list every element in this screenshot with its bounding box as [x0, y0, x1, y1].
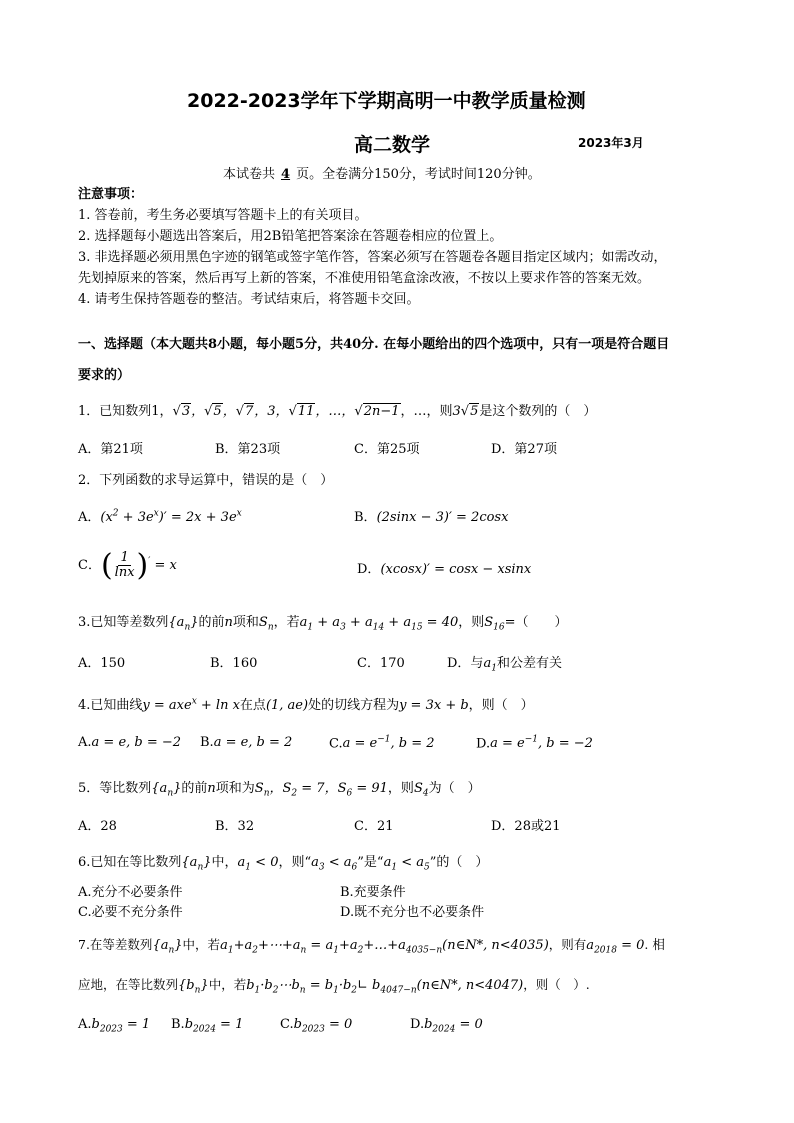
q7-option-a: $A.b_{2023} = 1$: [78, 1017, 151, 1035]
note-item: 1. 答卷前，考生务必要填写答题卡上的有关项目。: [78, 208, 368, 223]
note-item: 4. 请考生保持答题卷的整洁。考试结束后，将答题卡交回。: [78, 292, 420, 307]
q2-option-b: B．(2sinx − 3)′ = 2cosx: [354, 510, 509, 525]
question-7-stem: 7.在等差数列$\{a_n\}$中，若$a_1+a_2+\cdots+a_n$ = $a_1+a_2+\dots+a_{4035-n}(n\in N*$, n<4035)，则有$a_{2018} = 0$. 相: [78, 937, 665, 956]
q5-option-c: C．21: [354, 819, 394, 834]
q7-option-c: $C.b_{2023} = 0$: [280, 1017, 353, 1035]
q5-option-d: D．28或21: [491, 819, 561, 834]
section-heading-cont: 要求的）: [78, 368, 131, 383]
question-7-stem-cont: 应地，在等比数列$\{b_n\}$中，若$b_1\cdot b_2\cdots b_n$ = $b_1\cdot b_2∟$ $b_{4047-n}(n\in N*$, n<4047)，则（ ）.: [78, 977, 590, 996]
q4-option-a: A.a = e, b = −2: [78, 735, 182, 750]
q6-option-b: B.充要条件: [340, 885, 406, 900]
q3-option-b: B．160: [210, 656, 258, 671]
question-3-stem: 3.已知等差数列$\{a_n\}$的前n项和$S_n$，若$a_1 + a_3 + a_{14} + a_{15} = 40$，则$S_{16}=$（ ）: [78, 615, 568, 633]
note-item: 3. 非选择题必须用黑色字迹的钢笔或签字笔作答，答案必须写在答题卷各题目指定区域内；如需改动，: [78, 250, 667, 265]
q2-option-c: C．( $\frac{1}{\ln x}$ )′ = x: [78, 548, 177, 583]
exam-info: 本试卷共 4 页。全卷满分150分，考试时间120分钟。: [223, 167, 541, 182]
q6-option-c: C.必要不充分条件: [78, 905, 183, 920]
question-1-stem: 1．已知数列1，√3，√5，√7，3，√11，…，√2n−1，…，则3√5是这个数列的（ ）: [78, 404, 597, 419]
section-heading: 一、选择题（本大题共8小题，每小题5分，共40分. 在每小题给出的四个选项中，只有一项是符合题目: [78, 337, 670, 352]
q5-option-a: A．28: [78, 819, 117, 834]
question-4-stem: 4.已知曲线y = axe$^x$ + ln x在点(1, ae)处的切线方程为y = 3x + b，则（ ）: [78, 696, 534, 713]
q3-option-a: A．150: [78, 656, 126, 671]
page-count: 4: [281, 167, 291, 182]
q5-option-b: B．32: [215, 819, 255, 834]
question-5-stem: 5．等比数列$\{a_n\}$的前n项和为$S_n$，$S_2 = 7$，$S_6 = 91$，则$S_4$为（ ）: [78, 781, 481, 799]
q1-option-a: A．第21项: [78, 442, 143, 457]
subject-title: 高二数学: [354, 134, 431, 156]
exam-title: 2022-2023学年下学期高明一中教学质量检测: [187, 90, 586, 112]
q1-option-d: D．第27项: [491, 442, 557, 457]
q7-option-d: $D.b_{2024} = 0$: [410, 1017, 483, 1035]
q3-option-c: C．170: [357, 656, 405, 671]
note-item: 先划掉原来的答案，然后再写上新的答案，不准使用铅笔盒涂改液，不按以上要求作答的答案无效。: [78, 271, 651, 286]
note-item: 2. 选择题每小题选出答案后，用2B铅笔把答案涂在答题卷相应的位置上。: [78, 229, 503, 244]
exam-date: 2023年3月: [578, 136, 644, 150]
q4-option-b: B.a = e, b = 2: [200, 735, 293, 750]
q2-option-a: A．$(x^2 + 3e^x)' = 2x + 3e^x$: [78, 508, 242, 525]
q7-option-b: $B.b_{2024} = 1$: [171, 1017, 244, 1035]
question-2-stem: 2．下列函数的求导运算中，错误的是（ ）: [78, 473, 334, 488]
q2-option-d: D．(xcosx)′ = cosx − xsinx: [357, 562, 532, 577]
q1-option-c: C．第25项: [354, 442, 420, 457]
q6-option-a: A.充分不必要条件: [78, 885, 183, 900]
q6-option-d: D.既不充分也不必要条件: [340, 905, 485, 920]
question-6-stem: 6.已知在等比数列$\{a_n\}$中，$a_1 < 0$，则“$a_3 < a_6$”是“$a_1 < a_5$”的（ ）: [78, 855, 489, 873]
q1-option-b: B．第23项: [215, 442, 281, 457]
q3-option-d: D．与$a_1$和公差有关: [447, 656, 562, 674]
notes-heading: 注意事项：: [78, 187, 144, 202]
q4-option-c: $C.a = e^{-1}$, b = 2: [329, 735, 435, 752]
q4-option-d: $D.a = e^{-1}$, b = −2: [476, 735, 593, 752]
